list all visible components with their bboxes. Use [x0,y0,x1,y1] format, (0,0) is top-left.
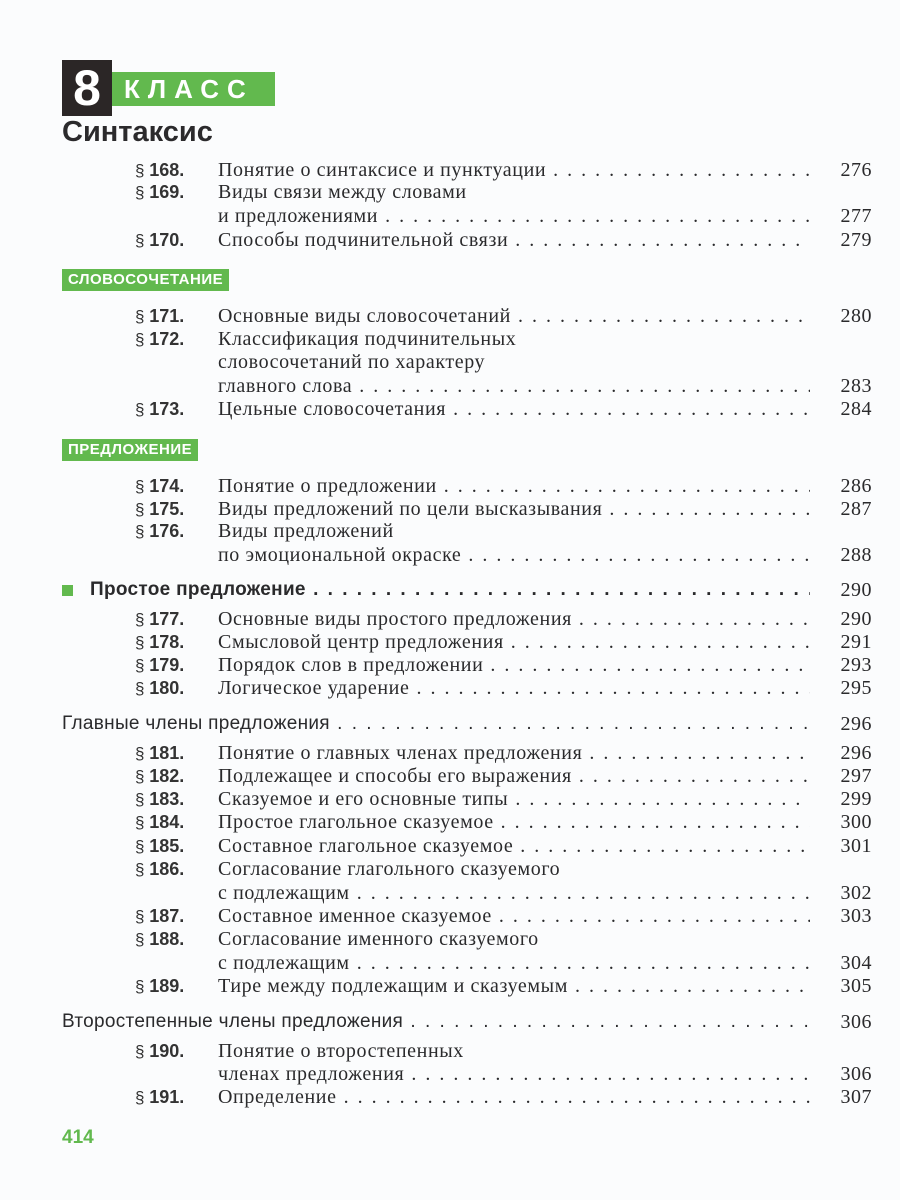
entry-page: 280 [840,305,872,327]
entry-title: Классификация подчинительных [218,328,517,350]
entry-title: Простое предложение . . . [90,578,810,602]
entry-title: членах предложения . . . [218,1062,810,1086]
section-sign: § [135,522,145,541]
entry-title: Основные виды словосочетаний . . . [218,304,810,328]
entry-title: Понятие о предложении . . . [218,474,810,498]
section-sign: § [135,610,145,629]
entry-page: 283 [840,375,872,397]
section-sign: § [135,860,145,879]
entry-title: Логическое ударение . . . [218,676,810,700]
toc-entry-line[interactable] [0,474,900,498]
part-title: Синтаксис [62,116,213,148]
section-sign: § [135,790,145,809]
entry-page: 288 [840,544,872,566]
paragraph-number [135,304,184,329]
paragraph-number [135,857,184,882]
paragraph-number [135,519,184,544]
toc-group-entry[interactable] [0,578,900,602]
section-sign: § [135,813,145,832]
entry-page: 305 [840,975,872,997]
entry-title: Главные члены предложения . . . [62,712,810,736]
entry-page: 301 [840,835,872,857]
paragraph-number [135,630,184,655]
paragraph-number [135,1039,184,1064]
entry-title: Способы подчинительной связи . . . [218,228,810,252]
entry-title: Понятие о главных членах предложения . . . [218,741,810,765]
paragraph-number [135,810,184,835]
section-sign: § [135,231,145,250]
toc-entry-line[interactable] [0,607,900,631]
entry-title: Составное именное сказуемое . . . [218,904,810,928]
section-sign: § [135,477,145,496]
section-sign: § [135,307,145,326]
entry-page: 295 [840,677,872,699]
toc-entry-line[interactable] [0,951,900,975]
section-sign: § [135,767,145,786]
paragraph-num: 177. [149,609,185,629]
toc-entry-line[interactable] [0,630,900,654]
paragraph-num: 182. [149,766,185,786]
toc-entry-line[interactable] [0,327,900,351]
paragraph-number [135,834,184,859]
toc-group-entry[interactable] [0,1010,900,1034]
paragraph-number [135,764,184,789]
entry-page: 306 [840,1063,872,1085]
section-sign: § [135,183,145,202]
entry-page: 297 [840,765,872,787]
paragraph-num: 168. [149,160,185,180]
entry-title: Сказуемое и его основные типы . . . [218,787,810,811]
toc-entry-line[interactable] [0,881,900,905]
paragraph-number [135,676,184,701]
entry-page: 293 [840,654,872,676]
grade-label: КЛАСС [112,72,275,106]
toc-entry-line[interactable] [0,1039,900,1063]
paragraph-num: 175. [149,499,185,519]
paragraph-num: 189. [149,976,185,996]
section-badge: ПРЕДЛОЖЕНИЕ [62,439,198,461]
toc-entry-line[interactable] [0,228,900,252]
entry-title: Понятие о второстепенных [218,1040,464,1062]
toc-entry-line[interactable] [0,374,900,398]
toc-entry-line[interactable] [0,741,900,765]
section-sign: § [135,744,145,763]
paragraph-number [135,474,184,499]
toc-entry-line[interactable] [0,304,900,328]
entry-title: Согласование глагольного сказуемого [218,858,561,880]
section-sign: § [135,500,145,519]
toc-entry-line[interactable] [0,927,900,951]
entry-page: 291 [840,631,872,653]
paragraph-num: 176. [149,521,185,541]
paragraph-num: 190. [149,1041,185,1061]
paragraph-number [135,904,184,929]
entry-page: 304 [840,952,872,974]
entry-page: 306 [840,1011,872,1033]
paragraph-num: 170. [149,230,185,250]
paragraph-num: 191. [149,1087,185,1107]
entry-title: и предложениями . . . [218,204,810,228]
paragraph-num: 187. [149,906,185,926]
section-sign: § [135,930,145,949]
paragraph-num: 184. [149,812,185,832]
paragraph-number [135,180,184,205]
entry-page: 299 [840,788,872,810]
toc-entry-line[interactable] [0,764,900,788]
paragraph-number [135,228,184,253]
entry-title: Основные виды простого предложения . . . [218,607,810,631]
section-sign: § [135,1042,145,1061]
entry-title: Простое глагольное сказуемое . . . [218,810,810,834]
entry-title: Согласование именного сказуемого [218,928,539,950]
toc-group-entry[interactable] [0,712,900,736]
entry-title: по эмоциональной окраске . . . [218,543,810,567]
toc-entry-line[interactable] [0,1062,900,1086]
entry-title: Подлежащее и способы его выражения . . . [218,764,810,788]
toc-entry-line[interactable] [0,350,900,374]
entry-page: 286 [840,475,872,497]
entry-title: Составное глагольное сказуемое . . . [218,834,810,858]
section-sign: § [135,656,145,675]
entry-page: 303 [840,905,872,927]
entry-title: Цельные словосочетания . . . [218,397,810,421]
toc-entry-line[interactable] [0,653,900,677]
paragraph-number [135,607,184,632]
paragraph-num: 172. [149,329,185,349]
toc-entry-line[interactable] [0,204,900,228]
paragraph-number [135,397,184,422]
toc-entry-line[interactable] [0,543,900,567]
toc-entry-line[interactable] [0,397,900,421]
entry-page: 307 [840,1086,872,1108]
entry-title: Второстепенные члены предложения . . . [62,1010,810,1034]
entry-title: словосочетаний по характеру [218,351,486,373]
entry-page: 276 [840,159,872,181]
paragraph-num: 173. [149,399,185,419]
entry-title: Тире между подлежащим и сказуемым . . . [218,974,810,998]
paragraph-number [135,787,184,812]
entry-page: 290 [840,579,872,601]
entry-page: 284 [840,398,872,420]
paragraph-number [135,927,184,952]
entry-page: 279 [840,229,872,251]
entry-page: 302 [840,882,872,904]
paragraph-num: 188. [149,929,185,949]
entry-page: 287 [840,498,872,520]
paragraph-number [135,974,184,999]
toc-entry-line[interactable] [0,158,900,182]
section-sign: § [135,400,145,419]
entry-title: Виды связи между словами [218,181,467,203]
paragraph-num: 181. [149,743,185,763]
paragraph-num: 183. [149,789,185,809]
toc-entry-line[interactable] [0,904,900,928]
entry-title: главного слова . . . [218,374,810,398]
paragraph-num: 169. [149,182,185,202]
toc-entry-line[interactable] [0,676,900,700]
section-badge: СЛОВОСОЧЕТАНИЕ [62,269,229,291]
entry-page: 277 [840,205,872,227]
entry-title: Виды предложений [218,520,394,542]
paragraph-num: 171. [149,306,185,326]
entry-page: 296 [840,713,872,735]
toc-entry-line[interactable] [0,810,900,834]
section-sign: § [135,977,145,996]
entry-title: Виды предложений по цели высказывания . . . [218,497,810,521]
paragraph-num: 180. [149,678,185,698]
page-number: 414 [62,1127,94,1148]
paragraph-num: 174. [149,476,185,496]
entry-page: 300 [840,811,872,833]
entry-title: Определение . . . [218,1085,810,1109]
toc-entry-line[interactable] [0,519,900,543]
entry-page: 296 [840,742,872,764]
paragraph-num: 185. [149,836,185,856]
toc-entry-line[interactable] [0,497,900,521]
grade-number: 8 [62,60,112,116]
entry-title: Понятие о синтаксисе и пунктуации . . . [218,158,810,182]
entry-title: Смысловой центр предложения . . . [218,630,810,654]
section-sign: § [135,330,145,349]
toc-entry-line[interactable] [0,1085,900,1109]
paragraph-num: 179. [149,655,185,675]
paragraph-number [135,741,184,766]
section-sign: § [135,679,145,698]
toc-entry-line[interactable] [0,834,900,858]
section-sign: § [135,837,145,856]
toc-entry-line[interactable] [0,787,900,811]
section-sign: § [135,633,145,652]
paragraph-num: 178. [149,632,185,652]
paragraph-num: 186. [149,859,185,879]
paragraph-number [135,653,184,678]
toc-entry-line[interactable] [0,857,900,881]
section-sign: § [135,161,145,180]
section-sign: § [135,1088,145,1107]
entry-title: Порядок слов в предложении . . . [218,653,810,677]
section-sign: § [135,907,145,926]
entry-page: 290 [840,608,872,630]
toc-entry-line[interactable] [0,180,900,204]
green-square-icon [62,585,73,596]
paragraph-number [135,1085,184,1110]
entry-title: с подлежащим . . . [218,951,810,975]
toc-entry-line[interactable] [0,974,900,998]
entry-title: с подлежащим . . . [218,881,810,905]
paragraph-number [135,327,184,352]
